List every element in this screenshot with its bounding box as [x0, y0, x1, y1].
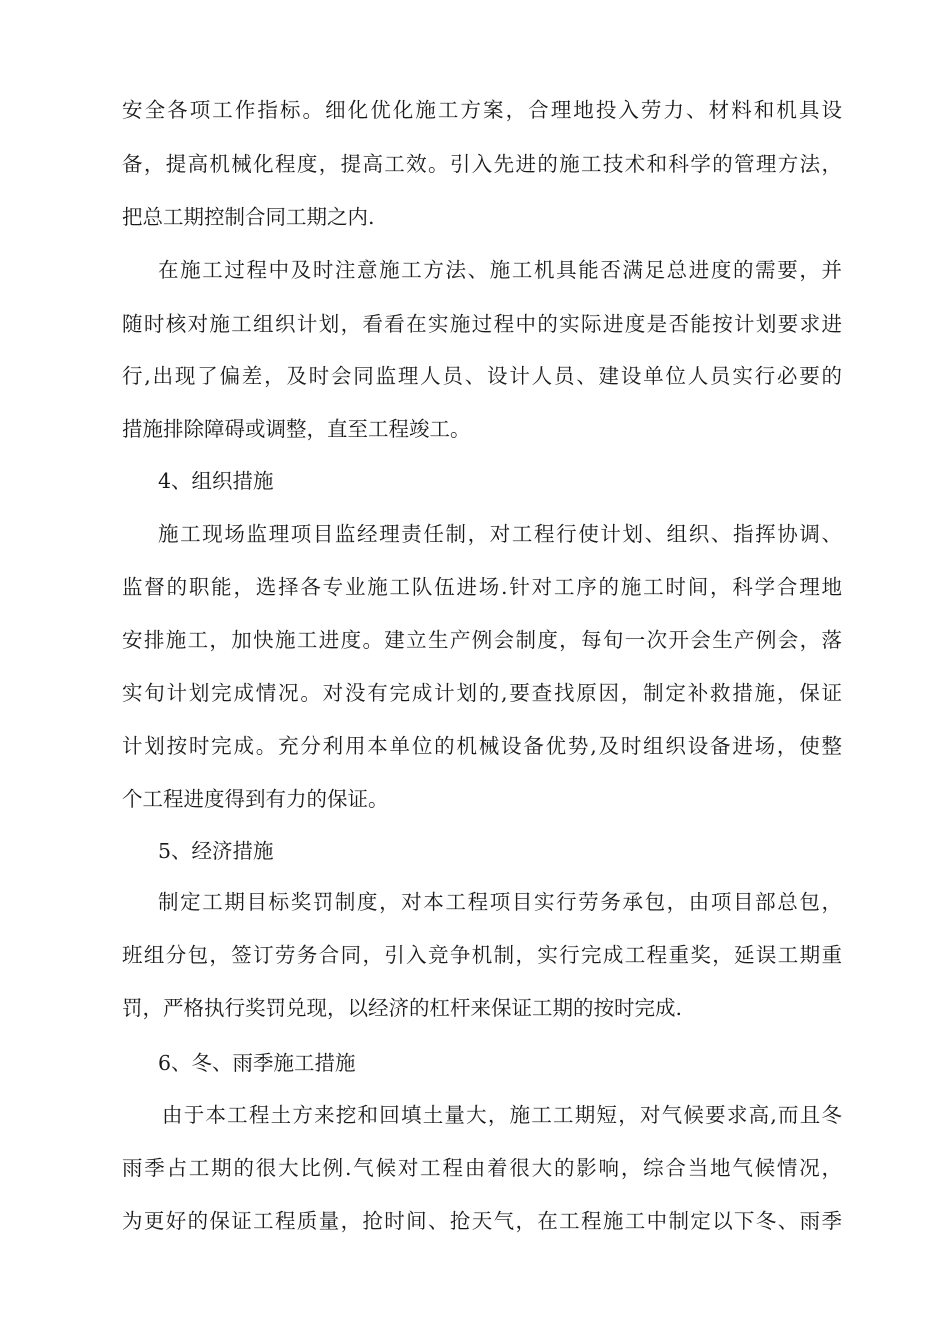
paragraph-5-line-3: 为更好的保证工程质量，抢时间、抢天气，在工程施工中制定以下冬、雨季 — [122, 1209, 842, 1233]
paragraph-3-line-5: 计划按时完成。充分利用本单位的机械设备优势,及时组织设备进场，使整 — [122, 734, 842, 758]
paragraph-3-line-6: 个工程进度得到有力的保证。 — [122, 787, 389, 811]
paragraph-5-line-2: 雨季占工期的很大比例.气候对工程由着很大的影响，综合当地气候情况， — [122, 1156, 842, 1180]
paragraph-2-line-4: 措施排除障碍或调整，直至工程竣工。 — [122, 417, 471, 441]
paragraph-4-line-1: 制定工期目标奖罚制度，对本工程项目实行劳务承包，由项目部总包， — [158, 890, 842, 914]
paragraph-5-line-1: 由于本工程土方来挖和回填土量大，施工工期短，对气候要求高,而且冬 — [162, 1103, 842, 1127]
paragraph-4-line-3: 罚，严格执行奖罚兑现，以经济的杠杆来保证工期的按时完成. — [122, 996, 683, 1020]
paragraph-2-line-2: 随时核对施工组织计划，看看在实施过程中的实际进度是否能按计划要求进 — [122, 312, 842, 336]
paragraph-1-line-1: 安全各项工作指标。细化优化施工方案，合理地投入劳力、材料和机具设 — [122, 98, 842, 122]
section-heading-5: 5、经济措施 — [158, 839, 274, 863]
paragraph-3-line-3: 安排施工，加快施工进度。建立生产例会制度，每旬一次开会生产例会，落 — [122, 628, 842, 652]
section-heading-6: 6、冬、雨季施工措施 — [158, 1051, 356, 1075]
paragraph-2-line-1: 在施工过程中及时注意施工方法、施工机具能否满足总进度的需要，并 — [158, 258, 842, 282]
paragraph-4-line-2: 班组分包，签订劳务合同，引入竞争机制，实行完成工程重奖，延误工期重 — [122, 943, 842, 967]
paragraph-3-line-4: 实旬计划完成情况。对没有完成计划的,要查找原因，制定补救措施，保证 — [122, 681, 842, 705]
paragraph-2-line-3: 行,出现了偏差，及时会同监理人员、设计人员、建设单位人员实行必要的 — [122, 364, 842, 388]
paragraph-3-line-2: 监督的职能，选择各专业施工队伍进场.针对工序的施工时间，科学合理地 — [122, 575, 842, 599]
paragraph-1-line-3: 把总工期控制合同工期之内. — [122, 205, 375, 229]
section-heading-4: 4、组织措施 — [158, 469, 274, 493]
paragraph-1-line-2: 备，提高机械化程度，提高工效。引入先进的施工技术和科学的管理方法， — [122, 152, 842, 176]
paragraph-3-line-1: 施工现场监理项目监经理责任制，对工程行使计划、组织、指挥协调、 — [158, 522, 842, 546]
